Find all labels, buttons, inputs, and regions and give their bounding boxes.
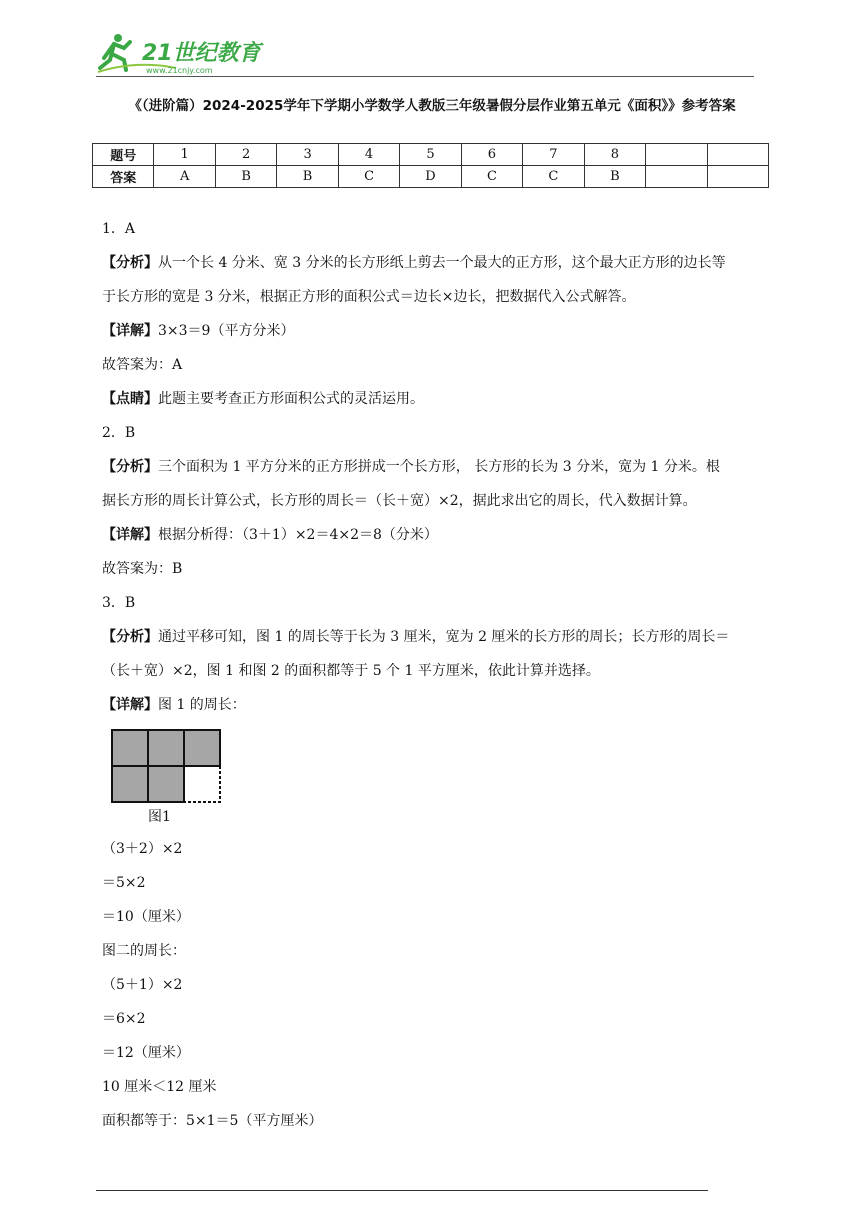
q1-detail (102, 320, 770, 354)
q3-calculation (102, 838, 770, 1144)
q3-analysis (102, 626, 770, 660)
grid-square (148, 766, 184, 802)
calc-line: （3＋2）×2 (102, 841, 183, 857)
table-cell: 4 (338, 144, 399, 166)
table-cell (707, 166, 768, 188)
table-cell: C (461, 166, 522, 188)
table-row (93, 144, 769, 166)
row-label: 题号 (93, 144, 154, 166)
analysis-text: 三个面积为 1 平方分米的正方形拼成一个长方形， 长方形的长为 3 分米，宽为 1 分米。根 (158, 459, 720, 475)
calc-line: ＝10（厘米） (102, 909, 190, 925)
comment-text: 此题主要考查正方形面积公式的灵活运用。 (158, 391, 424, 407)
calc-line: ＝6×2 (102, 1011, 146, 1027)
table-cell: 8 (584, 144, 645, 166)
table-cell: 1 (154, 144, 215, 166)
analysis-text: 从一个长 4 分米、宽 3 分米的长方形纸上剪去一个最大的正方形，这个最大正方形的边长等 (158, 255, 726, 271)
table-cell (646, 166, 707, 188)
q3-analysis-cont: （长＋宽）×2，图 1 和图 2 的面积都等于 5 个 1 平方厘米，依此计算并选择。 (102, 663, 600, 679)
calc-line: ＝5×2 (102, 875, 146, 891)
logo-text: 21世纪教育 (142, 41, 261, 66)
table-cell (707, 144, 768, 166)
q3-detail (102, 694, 770, 728)
logo-url: www.21cnjy.com (146, 66, 213, 75)
table-cell: C (523, 166, 584, 188)
answer-table (92, 143, 769, 188)
q2-detail (102, 524, 770, 558)
q1-analysis-cont: 于长方形的宽是 3 分米，根据正方形的面积公式＝边长×边长，把数据代入公式解答。 (102, 289, 636, 305)
q2-analysis (102, 456, 770, 490)
detail-tag: 【详解】 (102, 697, 158, 713)
header-divider (96, 76, 754, 77)
analysis-tag: 【分析】 (102, 255, 158, 271)
analysis-tag: 【分析】 (102, 459, 158, 475)
detail-text: 3×3＝9（平方分米） (158, 323, 295, 339)
table-cell: 5 (400, 144, 461, 166)
row-label: 答案 (93, 166, 154, 188)
q1-heading: 1．A (102, 221, 136, 237)
comment-tag: 【点睛】 (102, 391, 158, 407)
calc-line: （5＋1）×2 (102, 977, 183, 993)
q2-analysis-cont: 据长方形的周长计算公式，长方形的周长＝（长＋宽）×2，据此求出它的周长，代入数据计算。 (102, 493, 697, 509)
table-cell: C (338, 166, 399, 188)
table-cell: 7 (523, 144, 584, 166)
q1-conclusion: 故答案为：A (102, 357, 183, 373)
calc-line: ＝12（厘米） (102, 1045, 190, 1061)
calc-line: 面积都等于：5×1＝5（平方厘米） (102, 1113, 323, 1129)
grid-square (112, 766, 148, 802)
table-row (93, 166, 769, 188)
detail-text: 根据分析得：（3＋1）×2＝4×2＝8（分米） (158, 527, 438, 543)
table-cell: A (154, 166, 215, 188)
detail-text: 图 1 的周长： (158, 697, 246, 713)
analysis-tag: 【分析】 (102, 629, 158, 645)
figure-label: 图1 (148, 809, 171, 825)
solutions (102, 218, 770, 728)
table-cell: B (215, 166, 276, 188)
grid-square (148, 730, 184, 766)
q2-conclusion: 故答案为：B (102, 561, 183, 577)
footer-divider (96, 1190, 708, 1191)
table-cell: D (400, 166, 461, 188)
grid-square (184, 730, 220, 766)
grid-square (112, 730, 148, 766)
analysis-text: 通过平移可知，图 1 的周长等于长为 3 厘米，宽为 2 厘米的长方形的周长；长方形的周长＝ (158, 629, 730, 645)
q1-comment (102, 388, 770, 422)
q3-heading: 3．B (102, 595, 136, 611)
page-title: 《（进阶篇）2024-2025学年下学期小学数学人教版三年级暑假分层作业第五单元《面积》》参考答案 (128, 98, 736, 114)
table-cell: 2 (215, 144, 276, 166)
site-logo (96, 30, 266, 76)
calc-line: 图二的周长： (102, 943, 186, 959)
detail-tag: 【详解】 (102, 527, 158, 543)
calc-line: 10 厘米＜12 厘米 (102, 1079, 217, 1095)
detail-tag: 【详解】 (102, 323, 158, 339)
table-cell: B (584, 166, 645, 188)
dashed-edge (184, 766, 220, 802)
table-cell: B (277, 166, 338, 188)
table-cell: 3 (277, 144, 338, 166)
table-cell: 6 (461, 144, 522, 166)
table-cell (646, 144, 707, 166)
q2-heading: 2．B (102, 425, 136, 441)
q1-analysis (102, 252, 770, 286)
